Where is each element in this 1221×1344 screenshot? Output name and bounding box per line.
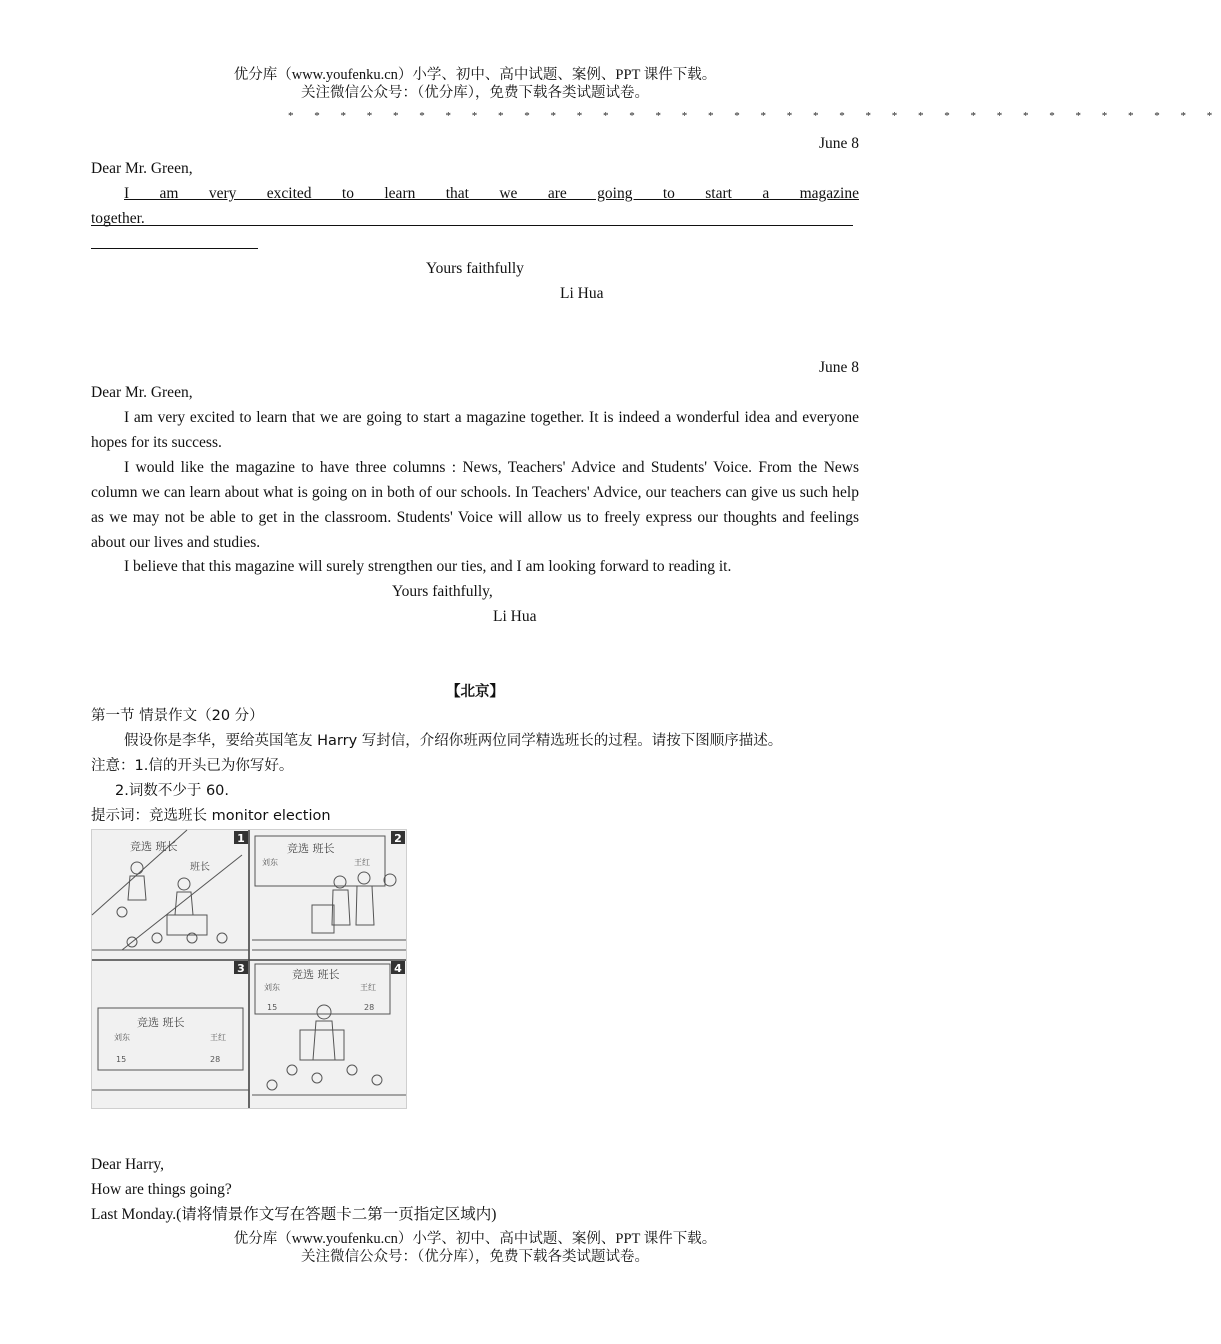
letter2-paragraph-3: I believe that this magazine will surely strengthen our ties, and I am looking forward to reading it. xyxy=(124,558,732,575)
letter1-date: June 8 xyxy=(818,135,859,152)
letter2-paragraph-2: I would like the magazine to have three columns : News, Teachers' Advice and Students' Voice. From the News column we can learn about what is going on in both of our schools. In Teachers' Advice, our teachers can give us such help as we may not be able to get in the classroom. Students' Voice will allow us to freely express our thoughts and feelings about our lives and studies. xyxy=(91,459,859,551)
panel2-candidate-right: 王红 xyxy=(354,858,370,867)
panel4-tally-right: 28 xyxy=(364,1003,375,1012)
letter1-second-line: together. xyxy=(91,210,145,227)
harry-greeting: Dear Harry, xyxy=(91,1156,165,1173)
panel4-candidate-right: 王红 xyxy=(360,983,376,992)
panel1-board-title: 竞选 班长 xyxy=(130,840,178,853)
letter1-greeting: Dear Mr. Green, xyxy=(91,160,193,177)
panel-number-1: 1 xyxy=(237,832,245,845)
hint-words: 提示词：竞选班长 monitor election xyxy=(91,808,331,824)
header-line-2: 关注微信公众号：（优分库），免费下载各类试题试卷。 xyxy=(301,85,649,101)
letter1-signature: Li Hua xyxy=(560,285,604,302)
letter2-closing: Yours faithfully, xyxy=(392,583,493,600)
monitor-election-comic xyxy=(91,829,407,1109)
letter2-paragraph-1: I am very excited to learn that we are going to start a magazine together. It is indeed a wonderful idea and everyone hopes for its success. xyxy=(91,409,859,451)
panel3-candidate-left: 刘东 xyxy=(114,1033,130,1042)
letter1-first-line: I am very excited to learn that we are going to start a magazine xyxy=(124,185,859,202)
harry-line-1: How are things going? xyxy=(91,1181,232,1198)
panel1-board-title-small: 班长 xyxy=(190,862,210,873)
panel4-candidate-left: 刘东 xyxy=(264,983,280,992)
panel-number-2: 2 xyxy=(394,832,402,845)
section-heading: 第一节 情景作文（20 分） xyxy=(91,708,264,724)
section-title-beijing: 【北京】 xyxy=(446,684,504,700)
harry-line-2: Last Monday.(请将情景作文写在答题卡二第一页指定区域内) xyxy=(91,1206,497,1223)
letter2-date: June 8 xyxy=(818,359,859,376)
header-line-1: 优分库（www.youfenku.cn）小学、初中、高中试题、案例、PPT 课件下载。 xyxy=(233,67,717,83)
star-divider: * * * * * * * * * * * * * * * * * * * * * * * * * * * * * * * * * * * * xyxy=(288,110,1221,122)
letter2-signature: Li Hua xyxy=(493,608,537,625)
answer-blank-line-short xyxy=(91,248,258,249)
panel2-board-title: 竞选 班长 xyxy=(287,842,335,855)
panel3-tally-left: 15 xyxy=(116,1055,127,1064)
panel4-board-title: 竞选 班长 xyxy=(292,968,340,981)
footer-line-2: 关注微信公众号：（优分库），免费下载各类试题试卷。 xyxy=(301,1249,649,1265)
note-2: 2.词数不少于 60. xyxy=(115,783,230,799)
panel4-tally-left: 15 xyxy=(267,1003,278,1012)
panel3-board-title: 竞选 班长 xyxy=(137,1016,185,1029)
panel3-candidate-right: 王红 xyxy=(210,1033,226,1042)
panel-number-3: 3 xyxy=(237,962,245,975)
panel-number-4: 4 xyxy=(394,962,402,975)
answer-blank-line xyxy=(91,225,853,226)
panel3-tally-right: 28 xyxy=(210,1055,221,1064)
note-1: 注意：1.信的开头已为你写好。 xyxy=(91,758,294,774)
writing-prompt: 假设你是李华，要给英国笔友 Harry 写封信，介绍你班两位同学精选班长的过程。请按下图顺序描述。 xyxy=(124,733,783,749)
panel2-candidate-left: 刘东 xyxy=(262,858,278,867)
footer-line-1: 优分库（www.youfenku.cn）小学、初中、高中试题、案例、PPT 课件下载。 xyxy=(233,1231,717,1247)
letter1-closing: Yours faithfully xyxy=(426,260,524,277)
letter2-greeting: Dear Mr. Green, xyxy=(91,384,193,401)
